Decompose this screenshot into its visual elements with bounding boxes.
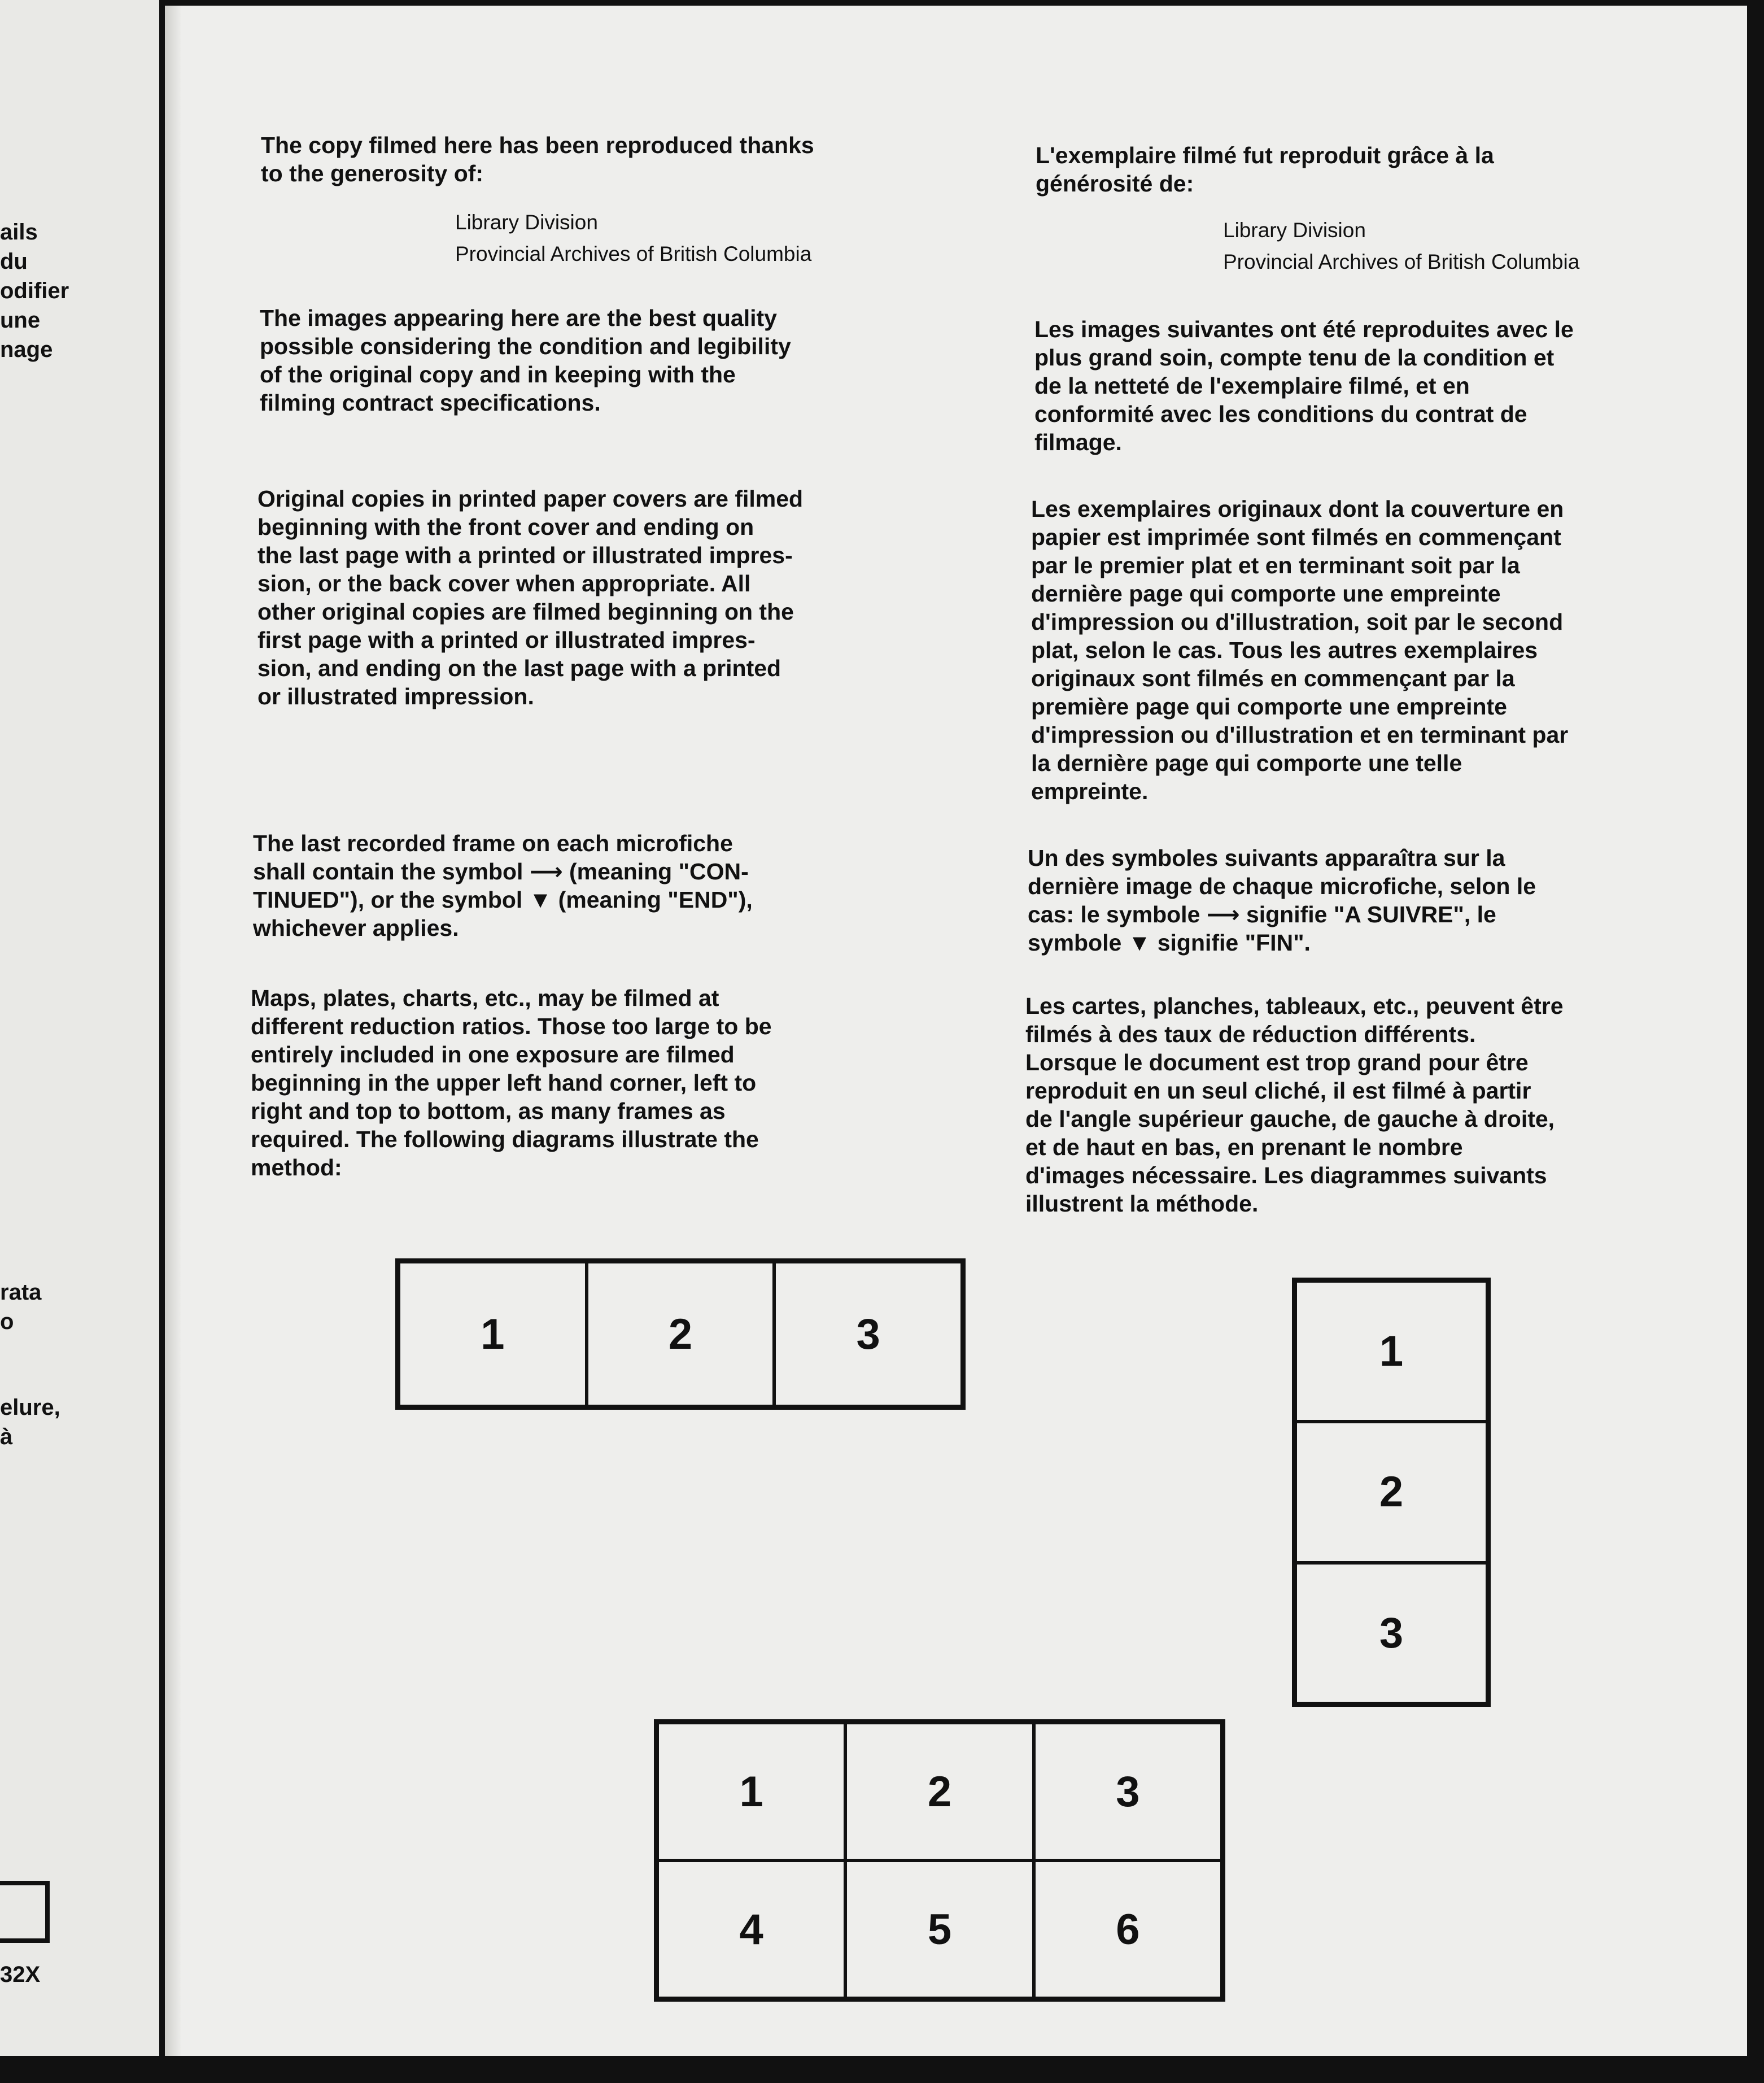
previous-page-edge <box>0 0 165 2083</box>
frame-cell: 1 <box>657 1723 845 1860</box>
edge-fragment: rata <box>0 1280 42 1305</box>
english-intro: The copy filmed here has been reproduced thanks to the generosity of: <box>261 132 814 186</box>
frame-cell: 1 <box>399 1262 587 1406</box>
edge-fragment: o <box>0 1309 14 1334</box>
frame-border <box>1747 0 1764 2083</box>
frame-cell: 2 <box>1295 1422 1487 1562</box>
edge-fragment: 32X <box>0 1962 41 1987</box>
frame-cell: 3 <box>1295 1563 1487 1703</box>
edge-box <box>0 1881 50 1943</box>
page-fold <box>165 0 182 2056</box>
english-maps-note: Maps, plates, charts, etc., may be filmed at different reduction ratios. Those too large to be entirely included in one exposure are filmed beginning in the upper left hand corner, left to right and top to bottom, as many frames as required. The following diagrams illustrate the method: <box>251 985 772 1180</box>
edge-fragment: nage <box>0 337 53 362</box>
french-quality-note: Les images suivantes ont été reproduites avec le plus grand soin, compte tenu de la condition et de la netteté de l'exemplaire filmé, et en conformité avec les conditions du contrat de filmage. <box>1034 316 1574 455</box>
frame-cell: 3 <box>1034 1723 1222 1860</box>
edge-fragment: ails <box>0 220 38 245</box>
english-quality-note: The images appearing here are the best quality possible considering the condition and legibility of the original copy and in keeping with the filming contract specifications. <box>260 305 791 416</box>
english-symbols-note: The last recorded frame on each microfiche shall contain the symbol ⟶ (meaning "CON- TINUED"), or the symbol ▼ (meaning "END"), whichever applies. <box>253 830 753 941</box>
frame-cell: 2 <box>845 1723 1033 1860</box>
french-credit: Library Division Provincial Archives of British Columbia <box>1223 219 1580 273</box>
edge-fragment: du <box>0 249 28 274</box>
edge-fragment: elure, <box>0 1395 60 1420</box>
frame-cell: 5 <box>845 1860 1033 1998</box>
frame-cell: 4 <box>657 1860 845 1998</box>
english-credit: Library Division Provincial Archives of British Columbia <box>455 211 812 265</box>
french-symbols-note: Un des symboles suivants apparaîtra sur la dernière image de chaque microfiche, selon le cas: le symbole ⟶ signifie "A SUIVRE", le symbole ▼ signifie "FIN". <box>1028 845 1536 956</box>
frame-border <box>165 0 1764 6</box>
french-originals-note: Les exemplaires originaux dont la couverture en papier est imprimée sont filmés en commençant par le premier plat et en terminant soit par la dernière page qui comporte une empreinte d'impression ou d'illustration, soit par le second plat, selon le cas. Tous les autres exemplaires originaux sont filmés en commençant par la première page qui comporte une empreinte d'impression ou d'illustration et en terminant par la dernière page qui comporte une telle empreinte. <box>1031 496 1569 804</box>
frame-cell: 1 <box>1295 1281 1487 1422</box>
edge-fragment: une <box>0 308 41 333</box>
edge-fragment: odifier <box>0 278 69 303</box>
french-maps-note: Les cartes, planches, tableaux, etc., peuvent être filmés à des taux de réduction différents. Lorsque le document est trop grand pour être reproduit en un seul cliché, il est filmé à partir de l'angle supérieur gauche, de gauche à droite, et de haut en bas, en prenant le nombre d'images nécessaire. Les diagrammes suivants illustrent la méthode. <box>1025 993 1564 1217</box>
frame-border <box>0 2056 1764 2083</box>
english-originals-note: Original copies in printed paper covers are filmed beginning with the front cover and ending on the last page with a printed or illustrated impres- sion, or the back cover when appropriate. All other original copies are filmed beginning on the first page with a printed or illustrated impres- sion, and ending on the last page with a printed or illustrated impression. <box>257 486 804 709</box>
edge-fragment: à <box>0 1424 13 1449</box>
frame-cell: 6 <box>1034 1860 1222 1998</box>
frame-cell: 3 <box>774 1262 962 1406</box>
diagram-row-frames <box>395 1258 966 1410</box>
french-intro: L'exemplaire filmé fut reproduit grâce à la générosité de: <box>1036 142 1494 197</box>
frame-cell: 2 <box>587 1262 775 1406</box>
diagram-column-frames <box>1292 1278 1491 1707</box>
diagram-grid-frames <box>654 1719 1225 2002</box>
